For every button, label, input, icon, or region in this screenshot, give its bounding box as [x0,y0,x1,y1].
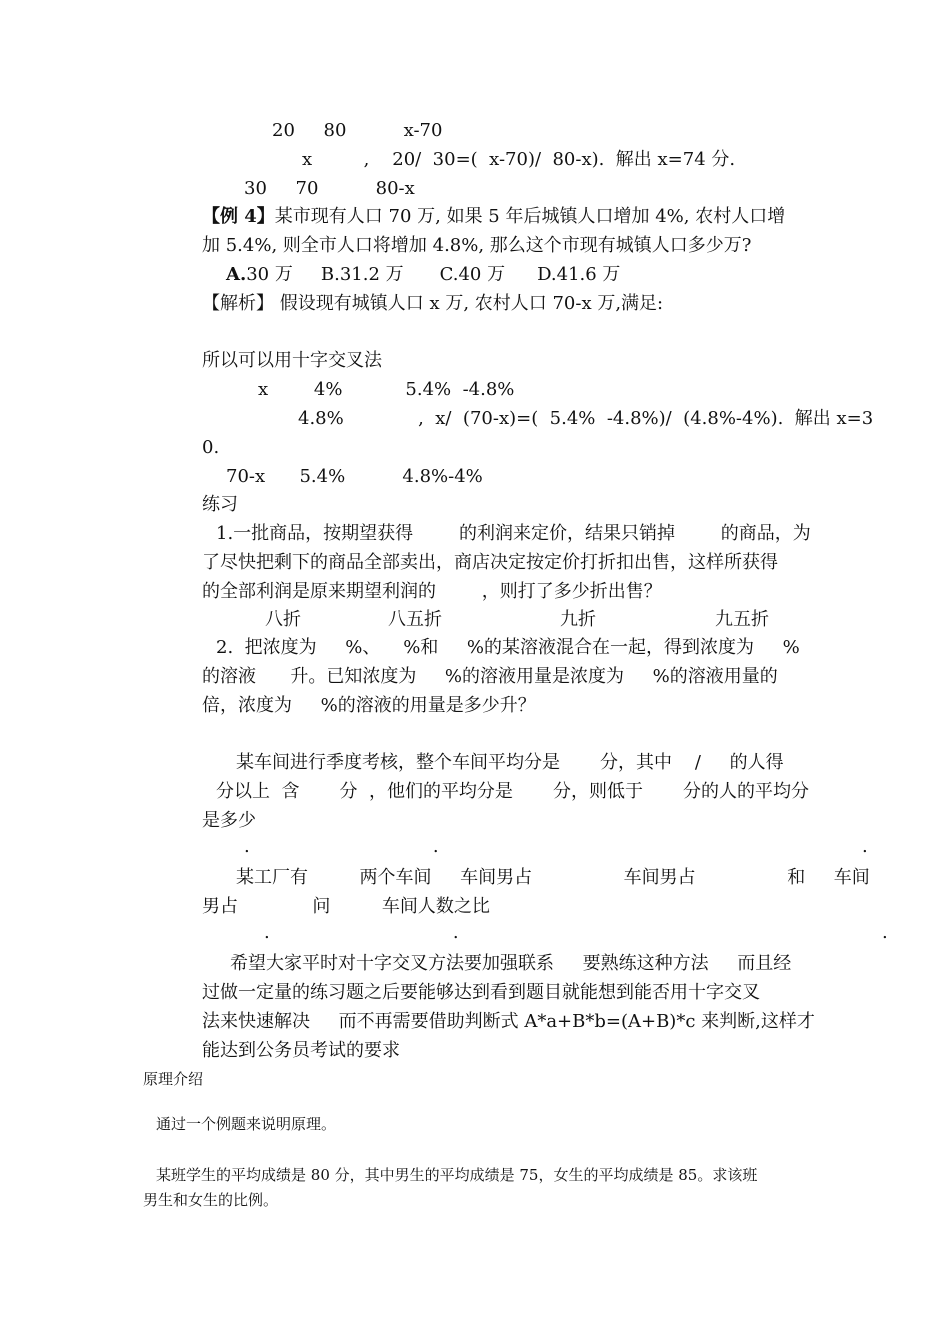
q1-option-c: 九折 [560,609,596,630]
principle-heading: 原理介绍 [143,1070,204,1088]
practice-title: 练习 [202,494,238,515]
closing-line-1: 希望大家平时对十字交叉方法要加强联系 要熟练这种方法 而且经 [230,953,792,974]
option-c: C.40 万 [439,264,506,285]
example4-label: 【例 4】 [202,206,275,227]
option-a-letter: A. [226,264,247,285]
q4-line-1: 某工厂有 两个车间 车间男占 车间男占 和 车间 [236,867,870,888]
option-b: B.31.2 万 [320,264,404,285]
closing-line-2: 过做一定量的练习题之后要能够达到看到题目就能想到能否用十字交叉 [202,982,760,1003]
q2-line-1: 2. 把浓度为 %、 %和 %的某溶液混合在一起，得到浓度为 % [216,637,800,658]
example4-options [226,264,620,286]
cross-intro: 所以可以用十字交叉法 [202,350,382,371]
closing-line-3: 法来快速解决 而不再需要借助判断式 A*a+B*b=(A+B)*c 来判断,这样才 [202,1011,815,1032]
example4-text-1: 某市现有人口 70 万, 如果 5 年后城镇人口增加 4%, 农村人口增 [274,206,786,227]
cross-row-1: 20 80 x-70 [272,120,443,141]
q1-line-3: 的全部利润是原来期望利润的 ，则打了多少折出售？ [202,581,662,602]
principle-example-line-1: 某班学生的平均成绩是 80 分，其中男生的平均成绩是 75，女生的平均成绩是 85。求该班 [156,1166,758,1184]
q3-option-dots: . . . [244,836,868,857]
q2-line-3: 倍，浓度为 %的溶液的用量是多少升？ [202,695,536,716]
q4-line-2: 男占 问 车间人数之比 [202,896,490,917]
option-a: 30 万 [246,264,293,285]
cross-row-2: x , 20/ 30=( x-70)/ 80-x). 解出 x=74 分. [302,149,736,170]
principle-intro: 通过一个例题来说明原理。 [156,1115,337,1133]
q1-option-d: 九五折 [715,609,769,630]
analysis-line [202,293,663,315]
q1-line-1: 1.一批商品，按期望获得 的利润来定价，结果只销掉 的商品，为 [216,523,811,544]
q2-line-2: 的溶液 升。已知浓度为 %的溶液用量是浓度为 %的溶液用量的 [202,666,778,687]
principle-example-line-2: 男生和女生的比例。 [143,1191,279,1209]
example4-line-1 [202,206,785,228]
analysis-cross-row-2: 4.8% , x/ (70-x)=( 5.4% -4.8%)/ (4.8%-4%). 解出 x=3 [298,408,874,429]
analysis-label: 【解析】 [202,293,274,314]
analysis-cross-row-1: x 4% 5.4% -4.8% [258,379,515,400]
q4-option-dots: . . . [264,922,888,943]
analysis-text: 假设现有城镇人口 x 万, 农村人口 70-x 万,满足: [274,293,664,314]
q1-option-b: 八五折 [388,609,442,630]
analysis-cross-row-3: 70-x 5.4% 4.8%-4% [226,466,483,487]
q1-line-2: 了尽快把剩下的商品全部卖出，商店决定按定价打折扣出售，这样所获得 [202,552,778,573]
q3-line-1: 某车间进行季度考核，整个车间平均分是 分，其中 / 的人得 [236,752,784,773]
example4-line-2: 加 5.4%, 则全市人口将增加 4.8%, 那么这个市现有城镇人口多少万? [202,235,752,256]
cross-row-3: 30 70 80-x [244,178,415,199]
q1-option-a: 八折 [265,609,301,630]
closing-line-4: 能达到公务员考试的要求 [202,1040,400,1061]
analysis-cross-row-2b: 0. [202,437,220,458]
q3-line-2: 分以上 含 分 ，他们的平均分是 分，则低于 分的人的平均分 [216,781,810,802]
q3-line-3: 是多少 [202,810,256,831]
option-d: D.41.6 万 [537,264,621,285]
